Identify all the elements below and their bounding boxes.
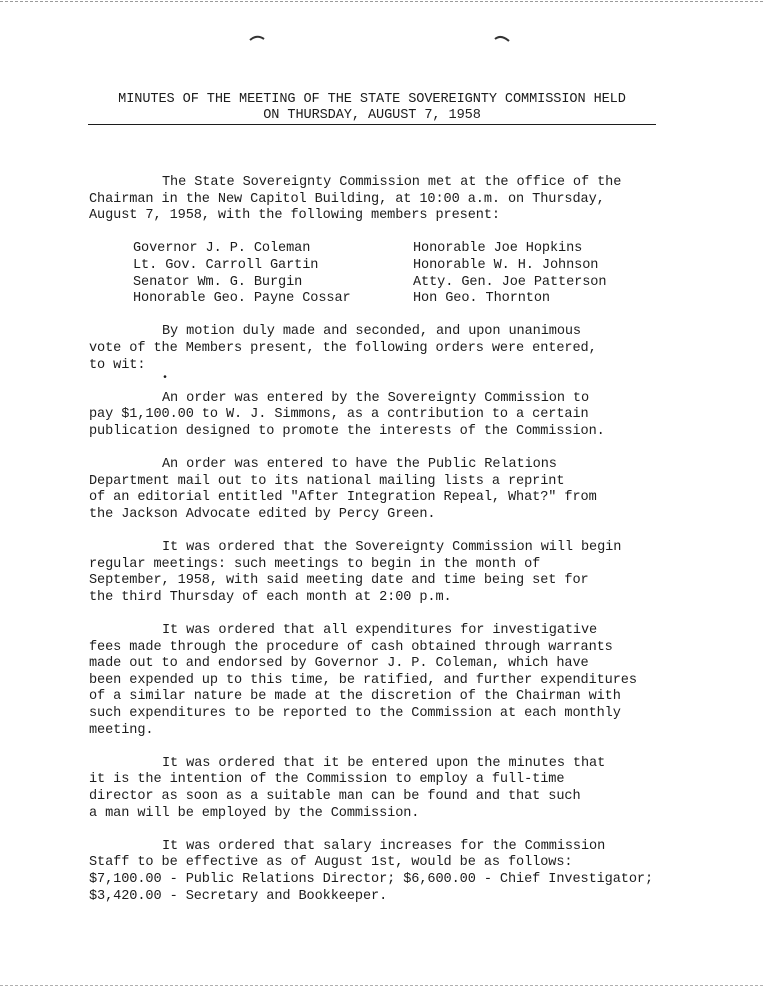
order-line: such expenditures to be reported to the Commission at each monthly xyxy=(89,706,621,721)
order-line: An order was entered by the Sovereignty Commission to xyxy=(162,390,590,406)
order-line: meeting. xyxy=(89,722,154,738)
order-line: Staff to be effective as of August 1st, would be as follows: xyxy=(89,855,573,871)
order-line: made out to and endorsed by Governor J. P. Coleman, which have xyxy=(89,656,589,672)
motion-line: vote of the Members present, the following orders were entered, xyxy=(89,340,597,356)
member-name: Honorable Geo. Payne Cossar xyxy=(133,291,351,307)
document-body xyxy=(89,175,739,922)
member-name: Honorable W. H. Johnson xyxy=(413,257,599,273)
order-paragraph xyxy=(89,839,739,905)
member-name: Hon Geo. Thornton xyxy=(413,291,550,307)
order-line: pay $1,100.00 to W. J. Simmons, as a contribution to a certain xyxy=(89,407,589,423)
motion-line: to wit: xyxy=(89,357,146,373)
top-scan-edge xyxy=(0,1,763,2)
order-line: It was ordered that salary increases for the Commission xyxy=(162,838,606,854)
motion-line: By motion duly made and seconded, and upon unanimous xyxy=(162,324,581,340)
order-line: It was ordered that it be entered upon the minutes that xyxy=(162,755,606,771)
document-title xyxy=(88,92,656,124)
order-line: publication designed to promote the interests of the Commission. xyxy=(89,423,605,439)
bullet-mark: • xyxy=(162,373,168,385)
order-line: It was ordered that the Sovereignty Commission will begin xyxy=(162,540,622,556)
order-line: of a similar nature be made at the discretion of the Chairman with xyxy=(89,689,621,705)
order-line: the Jackson Advocate edited by Percy Green. xyxy=(89,506,436,522)
order-line: $3,420.00 - Secretary and Bookkeeper. xyxy=(89,888,388,904)
order-line: $7,100.00 - Public Relations Director; $6,600.00 - Chief Investigator; xyxy=(89,871,654,887)
order-line: been expended up to this time, be ratified, and further expenditures xyxy=(89,672,637,688)
order-line: it is the intention of the Commission to employ a full-time xyxy=(89,772,565,788)
intro-line: Chairman in the New Capitol Building, at 10:00 a.m. on Thursday, xyxy=(89,191,605,207)
punch-mark-left xyxy=(249,34,265,42)
order-paragraph xyxy=(89,540,739,606)
order-line: a man will be employed by the Commission. xyxy=(89,805,420,821)
order-line: An order was entered to have the Public Relations xyxy=(162,457,557,473)
order-paragraph xyxy=(89,756,739,822)
title-underline xyxy=(88,124,656,125)
title-line-2: ON THURSDAY, AUGUST 7, 1958 xyxy=(263,108,481,123)
member-name: Lt. Gov. Carroll Gartin xyxy=(133,257,319,273)
order-line: director as soon as a suitable man can be found and that such xyxy=(89,788,581,804)
order-line: of an editorial entitled "After Integration Repeal, What?" from xyxy=(89,490,597,506)
punch-mark-right xyxy=(494,34,510,42)
bottom-scan-edge xyxy=(0,985,763,986)
order-line: the third Thursday of each month at 2:00 p.m. xyxy=(89,589,452,605)
order-paragraph xyxy=(89,391,739,441)
order-line: fees made through the procedure of cash obtained through warrants xyxy=(89,639,613,655)
order-line: September, 1958, with said meeting date and time being set for xyxy=(89,573,589,589)
member-name: Senator Wm. G. Burgin xyxy=(133,274,303,290)
intro-line: August 7, 1958, with the following members present: xyxy=(89,208,500,224)
member-name: Governor J. P. Coleman xyxy=(133,241,311,257)
order-paragraph xyxy=(89,457,739,523)
order-line: Department mail out to its national mailing lists a reprint xyxy=(89,473,565,489)
title-line-1: MINUTES OF THE MEETING OF THE STATE SOVEREIGNTY COMMISSION HELD xyxy=(118,92,626,107)
intro-paragraph xyxy=(89,175,739,225)
member-name: Atty. Gen. Joe Patterson xyxy=(413,274,607,290)
motion-paragraph xyxy=(89,324,739,374)
intro-line: The State Sovereignty Commission met at the office of the xyxy=(162,175,622,190)
order-paragraph xyxy=(89,623,739,739)
member-name: Honorable Joe Hopkins xyxy=(413,241,583,257)
order-line: regular meetings: such meetings to begin in the month of xyxy=(89,556,541,572)
order-line: It was ordered that all expenditures for investigative xyxy=(162,623,598,639)
members-list xyxy=(89,241,739,307)
